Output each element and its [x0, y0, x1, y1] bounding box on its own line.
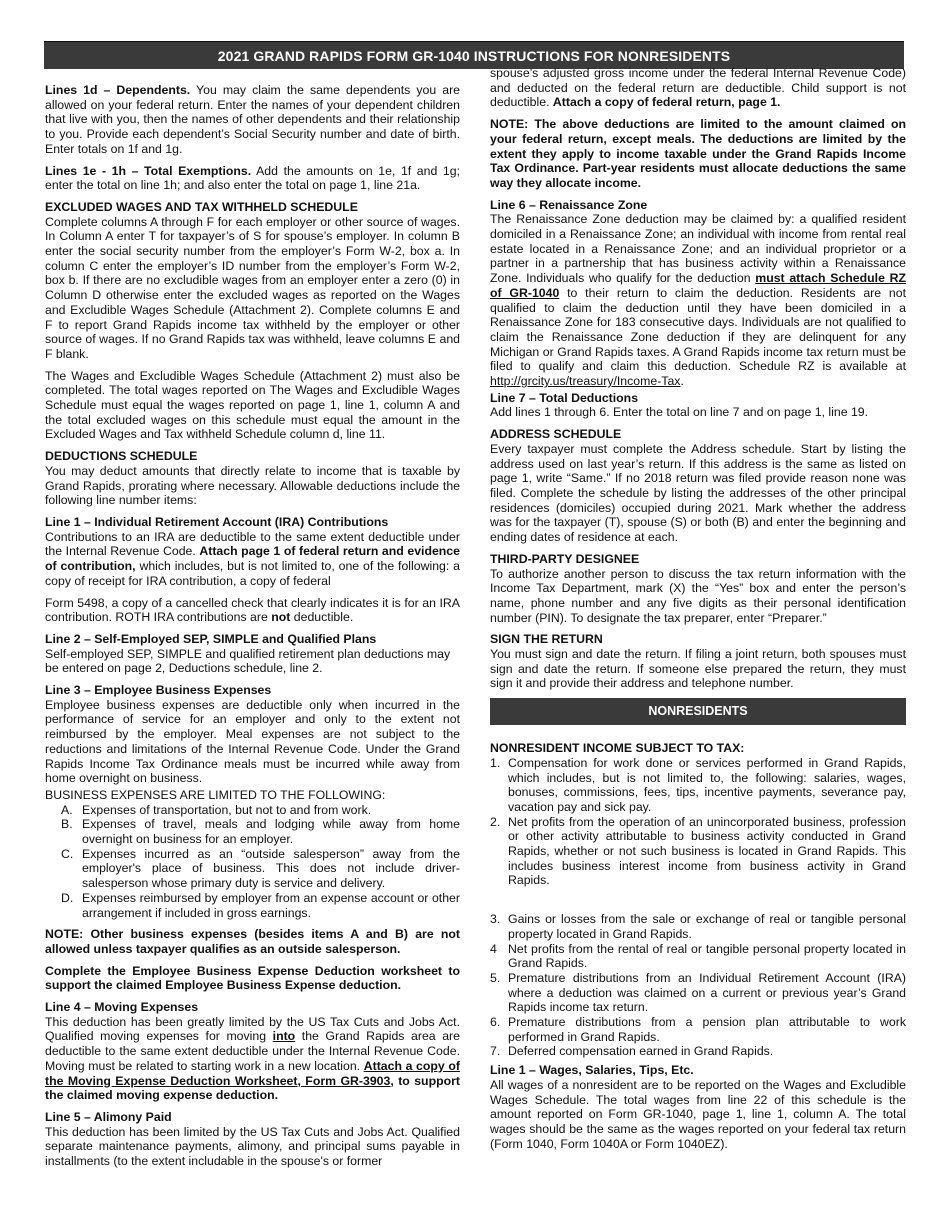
line6-text: The Renaissance Zone deduction may be claimed by: a qualified resident domiciled in a Renaissance Zone; an individual with income from rental real estate located in a Renaissance Zone; and an individual proprietor or a partner in a partnership that has business activity within a Renaissance Zone. Individuals who qualify for the deduction must attach Schedule RZ of GR-1040 to their return to claim the deduction. Residents are not qualified to claim the deduction until they have been domiciled in a Renaissance Zone for 183 consecutive days. Individuals are not qualified to claim the Renaissance Zone deduction if they are delinquent for any Michigan or Grand Rapids taxes. A Grand Rapids income tax return must be filed to qualify and claim this deduction. Schedule RZ is available at http://grcity.us/treasury/Income-Tax.: [490, 212, 906, 389]
list-item: 2. Net profits from the operation of an unincorporated business, profession or other activity attributable to business activity conducted in Grand Rapids, whether or not such business is located in Grand Rapids. This includes business interest income from business activity in Grand Rapids.: [490, 814, 906, 888]
wages-heading: Line 1 – Wages, Salaries, Tips, Etc.: [490, 1063, 694, 1078]
exemptions-paragraph: Lines 1e - 1h – Total Exemptions. Add the amounts on 1e, 1f and 1g; enter the total on line 1h; and also enter the total on page 1, line 21a.: [45, 163, 460, 193]
note-deductions-limited: NOTE: The above deductions are limited to the amount claimed on your federal return, except meals. The deductions are limited by the extent they apply to income taxable under the Grand Rapids Income Tax Ordinance. Part-year residents must allocate deductions the same way they allocate income.: [490, 117, 906, 190]
income-list-b: [490, 912, 906, 1059]
list-item: 4 Net profits from the rental of real or tangible personal property located in Grand Rapids.: [490, 941, 906, 971]
list-item: A. Expenses of transportation, but not to and from work.: [61, 802, 372, 817]
income-list-a: [490, 756, 906, 888]
list-item: D. Expenses reimbursed by employer from an expense account or other arrangement if included in gross earnings.: [61, 890, 460, 920]
line5-heading: Line 5 – Alimony Paid: [45, 1110, 172, 1124]
list-item: 3. Gains or losses from the sale or exchange of real or tangible personal property located in Grand Rapids.: [490, 912, 906, 941]
list-item: C. Expenses incurred as an “outside salesperson” away from the employer's place of business. This does not include driver-salesperson whose primary duty is service and delivery.: [61, 846, 460, 891]
line7-heading: Line 7 – Total Deductions: [490, 390, 639, 405]
list-item: 5. Premature distributions from an Individual Retirement Account (IRA) where a deduction was claimed on a current or previous year’s Grand Rapids income tax return.: [490, 970, 906, 1015]
note-other-expenses: NOTE: Other business expenses (besides items A and B) are not allowed unless taxpayer qualifies as an outside salesperson.: [45, 927, 460, 956]
list-item: B. Expenses of travel, meals and lodging while away from home overnight on business for an employer.: [61, 817, 460, 847]
line3-heading: Line 3 – Employee Business Expenses: [45, 683, 272, 698]
line4-text: This deduction has been greatly limited by the US Tax Cuts and Jobs Act. Qualified moving expenses for moving into the Grand Rapids area are deductible to the same extent deductible under the Internal Revenue Code. Moving must be related to starting work in a new location. Attach a copy of the Moving Expense Deduction Worksheet, Form GR-3903, to support the claimed moving expense deduction.: [45, 1014, 460, 1103]
line1-text-cont: Form 5498, a copy of a cancelled check that clearly indicates it is for an IRA contribution. ROTH IRA contributions are not deductible.: [45, 595, 460, 625]
deductions-heading: DEDUCTIONS SCHEDULE: [45, 449, 198, 464]
income-heading: NONRESIDENT INCOME SUBJECT TO TAX:: [490, 741, 745, 756]
dependents-paragraph: Lines 1d – Dependents. You may claim the same dependents you are allowed on your federal return. Enter the names of your dependent children that live with you, then the names of other dependents and their relationship to you. Provide each dependent’s Social Security number and date of birth. Enter totals on 1f and 1g.: [45, 83, 460, 156]
nonresidents-banner: NONRESIDENTS: [490, 698, 906, 725]
left-column: [45, 83, 460, 1176]
deductions-text: You may deduct amounts that directly relate to income that is taxable by Grand Rapids, prorating where necessary. Allowable deductions include the following line number items:: [45, 463, 460, 508]
list-item: 1. Compensation for work done or services performed in Grand Rapids, which includes, but is not limited to, the following: salaries, wages, bonuses, commissions, fees, tips, incentive payments, severance pay, vacation pay and sick pay.: [490, 755, 906, 814]
excluded-wages-text: Complete columns A through F for each employer or other source of wages. In Column A enter T for taxpayer’s of S for spouse’s employer. In column B enter the social security number from the employer’s Form W-2, box a. In column C enter the employer’s ID number from the employer’s Form W-2, box b. If there are no excludible wages from an employer enter a zero (0) in Column D otherwise enter the excluded wages as reported on the Wages and Excludible Wages Schedule (Attachment 2). Complete columns E and F to report Grand Rapids income tax withheld by the employer or other source of wages. If no Grand Rapids tax was withheld, leave columns E and F blank.: [45, 214, 460, 361]
page-title: 2021 GRAND RAPIDS FORM GR-1040 INSTRUCTIONS FOR NONRESIDENTS: [44, 41, 904, 69]
address-heading: ADDRESS SCHEDULE: [490, 427, 622, 442]
limited-heading: BUSINESS EXPENSES ARE LIMITED TO THE FOLLOWING:: [45, 787, 386, 802]
wages-schedule-text: The Wages and Excludible Wages Schedule (Attachment 2) must also be completed. The total wages reported on The Wages and Excludible Wages Schedule must equal the wages reported on page 1, line 1, column A and the total excluded wages on this schedule must equal the amount in the Excluded Wages and Tax withheld Schedule column d, line 11.: [45, 368, 460, 442]
excluded-wages-heading: EXCLUDED WAGES AND TAX WITHHELD SCHEDULE: [45, 199, 358, 214]
note-worksheet: Complete the Employee Business Expense Deduction worksheet to support the claimed Employee Business Expense deduction.: [45, 963, 460, 993]
dependents-heading: Lines 1d – Dependents.: [45, 83, 191, 97]
income-tax-link[interactable]: http://grcity.us/treasury/Income-Tax: [490, 374, 681, 389]
limited-list: [45, 803, 460, 921]
line6-heading: Line 6 – Renaissance Zone: [490, 197, 648, 212]
right-column: [490, 66, 906, 1158]
list-item: 6. Premature distributions from a pension plan attributable to work performed in Grand Rapids.: [490, 1015, 906, 1044]
line2-heading: Line 2 – Self-Employed SEP, SIMPLE and Qualified Plans: [45, 631, 377, 646]
wages-text: All wages of a nonresident are to be reported on the Wages and Excludible Wages Schedule. The total wages from line 22 of this schedule is the amount reported on Form GR-1040, page 1, line 1, column A. The total wages should be the same as the wages reported on your federal tax return (Form 1040, Form 1040A or Form 1040EZ).: [490, 1077, 906, 1151]
line1-heading: Line 1 – Individual Retirement Account (IRA) Contributions: [45, 514, 389, 529]
line4-heading: Line 4 – Moving Expenses: [45, 1000, 199, 1015]
designee-text: To authorize another person to discuss the tax return information with the Income Tax Department, mark (X) the “Yes” box and enter the person’s name, phone number and any five digits as their personal identification number (PIN). To designate the tax preparer, enter “Preparer.”: [490, 566, 906, 625]
line1-text: Contributions to an IRA are deductible to the same extent deductible under the Internal Revenue Code. Attach page 1 of federal return and evidence of contribution, which includes, but is not limited to, one of the following: a copy of receipt for IRA contribution, a copy of federal: [45, 529, 461, 588]
list-item: 7. Deferred compensation earned in Grand Rapids.: [490, 1044, 774, 1059]
line3-text: Employee business expenses are deductible only when incurred in the performance of service for an employer and only to the extent not reimbursed by the employer. Meal expenses are not subject to the reductions and limitations of the Internal Revenue Code. Under the Grand Rapids Income Tax Ordinance meals must be incurred while away from home overnight on business.: [45, 697, 460, 786]
line5-text: This deduction has been limited by the US Tax Cuts and Jobs Act. Qualified separate maintenance payments, alimony, and principal sums payable in installments (to the extent includable in the spouse's or former: [45, 1124, 460, 1169]
designee-heading: THIRD-PARTY DESIGNEE: [490, 551, 640, 566]
line2-text: Self-employed SEP, SIMPLE and qualified retirement plan deductions may be entered on page 2, Deductions schedule, line 2.: [45, 646, 451, 676]
alimony-continued: spouse’s adjusted gross income under the federal Internal Revenue Code) and deducted on the federal return are deductible. Child support is not deductible. Attach a copy of federal return, page 1.: [490, 66, 906, 110]
exemptions-heading: Lines 1e - 1h – Total Exemptions.: [45, 163, 252, 178]
sign-text: You must sign and date the return. If filing a joint return, both spouses must sign and date the return. If someone else prepared the return, they must sign it and provide their address and telephone number.: [490, 647, 906, 691]
address-text: Every taxpayer must complete the Address schedule. Start by listing the address used on last year’s return. If this address is the same as listed on page 1, write “Same.” If no 2018 return was filed provide reason none was filed. Complete the schedule by listing the addresses of the other principal residences (domiciles) occupied during 2021. Mark whether the address was for the taxpayer (T), spouse (S) or both (B) and enter the beginning and ending dates of residence at each.: [490, 441, 906, 545]
line7-text: Add lines 1 through 6. Enter the total on line 7 and on page 1, line 19.: [490, 405, 869, 420]
spacer: [490, 888, 906, 912]
sign-heading: SIGN THE RETURN: [490, 632, 603, 647]
